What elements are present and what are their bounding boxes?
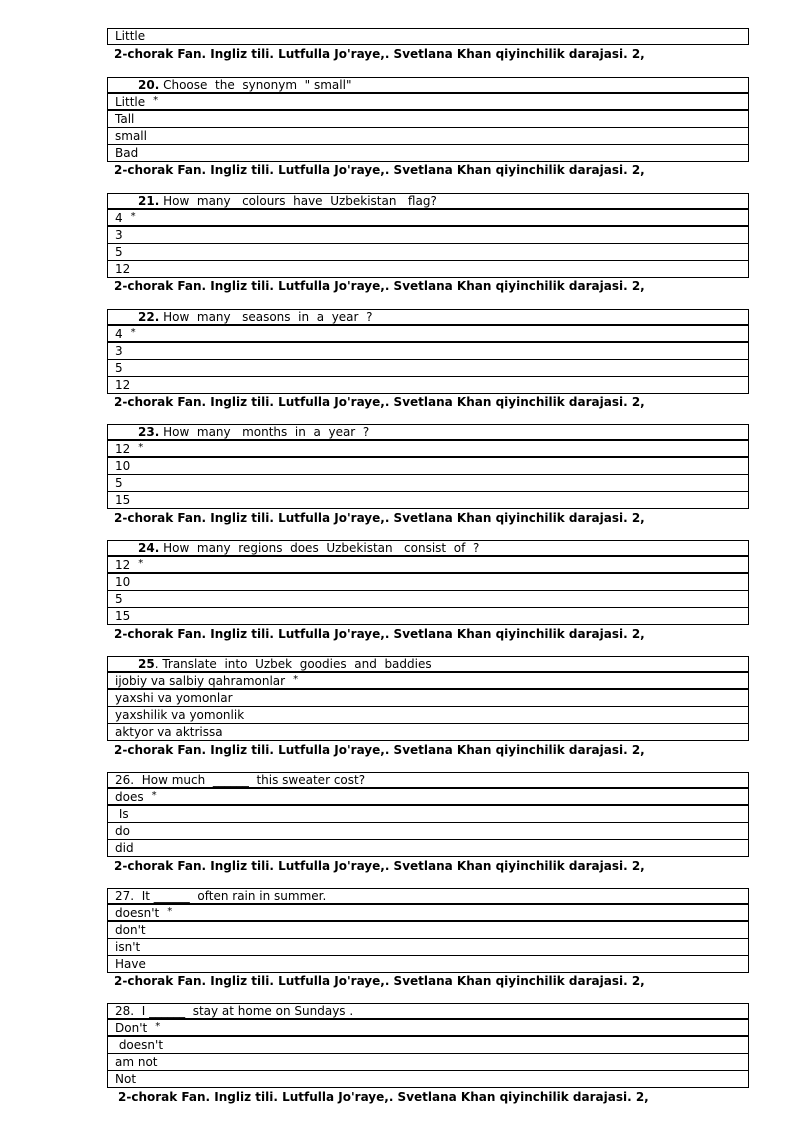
option-row bbox=[108, 922, 748, 939]
question-number: 22. bbox=[138, 310, 160, 324]
question-meta-line: 2-chorak Fan. Ingliz tili. Lutfulla Jo'raye,. Svetlana Khan qiyinchilik darajasi. 2, bbox=[114, 743, 645, 757]
question-28-text bbox=[108, 1004, 748, 1020]
option-text: isn't bbox=[115, 940, 141, 954]
option-text: yaxshi va yomonlar bbox=[115, 691, 233, 705]
option-text: 10 bbox=[115, 575, 131, 589]
option-text: 5 bbox=[115, 476, 123, 490]
question-number: 21. bbox=[138, 194, 160, 208]
option-text: 3 bbox=[115, 228, 123, 242]
question-23-text bbox=[108, 425, 748, 441]
option-text: 5 bbox=[115, 592, 123, 606]
question-21-table bbox=[107, 193, 749, 278]
option-row-correct bbox=[108, 94, 748, 111]
option-row bbox=[108, 343, 748, 360]
option-row-correct bbox=[108, 673, 748, 690]
question-meta-line: 2-chorak Fan. Ingliz tili. Lutfulla Jo'raye,. Svetlana Khan qiyinchilik darajasi. 2, bbox=[118, 1090, 649, 1104]
option-row bbox=[108, 591, 748, 608]
option-row bbox=[108, 806, 748, 823]
question-27-text bbox=[108, 889, 748, 905]
option-text: Have bbox=[115, 957, 146, 971]
question-text: . Translate into Uzbek goodies and baddies bbox=[154, 657, 432, 671]
option-text: do bbox=[115, 824, 130, 838]
option-text: 5 bbox=[115, 245, 123, 259]
question-number: 23. bbox=[138, 425, 160, 439]
option-text: am not bbox=[115, 1055, 158, 1069]
question-28-table bbox=[107, 1003, 749, 1088]
option-row-correct bbox=[108, 326, 748, 343]
question-meta-line: 2-chorak Fan. Ingliz tili. Lutfulla Jo'raye,. Svetlana Khan qiyinchilik darajasi. 2, bbox=[114, 395, 645, 409]
option-text: aktyor va aktrissa bbox=[115, 725, 223, 739]
question-text: How many regions does Uzbekistan consist of ? bbox=[159, 541, 480, 555]
option-row bbox=[108, 1037, 748, 1054]
option-row bbox=[108, 377, 748, 394]
option-row bbox=[108, 492, 748, 509]
option-row bbox=[108, 261, 748, 278]
option-row bbox=[108, 956, 748, 973]
option-row bbox=[108, 707, 748, 724]
option-text: 4 bbox=[115, 211, 123, 225]
option-row bbox=[108, 458, 748, 475]
correct-answer-marker: * bbox=[138, 442, 144, 453]
option-text: Don't bbox=[115, 1021, 148, 1035]
question-meta-line: 2-chorak Fan. Ingliz tili. Lutfulla Jo'raye,. Svetlana Khan qiyinchilik darajasi. 2, bbox=[114, 511, 645, 525]
option-row bbox=[108, 608, 748, 625]
question-meta-line: 2-chorak Fan. Ingliz tili. Lutfulla Jo'raye,. Svetlana Khan qiyinchilik darajasi. 2, bbox=[114, 279, 645, 293]
option-row bbox=[108, 690, 748, 707]
option-text: 12 bbox=[115, 378, 131, 392]
option-row bbox=[108, 724, 748, 741]
option-text: 15 bbox=[115, 493, 131, 507]
question-text: 28. I ______ stay at home on Sundays . bbox=[115, 1004, 354, 1018]
question-text: How many colours have Uzbekistan flag? bbox=[159, 194, 437, 208]
option-text: Not bbox=[115, 1072, 137, 1086]
option-row bbox=[108, 1071, 748, 1088]
option-row bbox=[108, 244, 748, 261]
option-row bbox=[108, 939, 748, 956]
question-25-table bbox=[107, 656, 749, 741]
correct-answer-marker: * bbox=[151, 790, 157, 801]
question-22-text bbox=[108, 310, 748, 326]
option-text: 12 bbox=[115, 442, 131, 456]
option-row bbox=[108, 840, 748, 857]
option-text: Little bbox=[115, 95, 146, 109]
option-text: does bbox=[115, 790, 144, 804]
option-text: 4 bbox=[115, 327, 123, 341]
option-text: Is bbox=[115, 807, 129, 821]
question-meta-line: 2-chorak Fan. Ingliz tili. Lutfulla Jo'raye,. Svetlana Khan qiyinchilik darajasi. 2, bbox=[114, 163, 645, 177]
question-20-text bbox=[108, 78, 748, 94]
question-21-text bbox=[108, 194, 748, 210]
option-row bbox=[108, 111, 748, 128]
option-text: small bbox=[115, 129, 147, 143]
question-meta-line: 2-chorak Fan. Ingliz tili. Lutfulla Jo'raye,. Svetlana Khan qiyinchilik darajasi. 2, bbox=[114, 47, 645, 61]
option-text: Bad bbox=[115, 146, 139, 160]
option-row bbox=[108, 145, 748, 162]
option-text: Tall bbox=[115, 112, 135, 126]
question-text: How many months in a year ? bbox=[159, 425, 370, 439]
correct-answer-marker: * bbox=[167, 906, 173, 917]
option-row-correct bbox=[108, 210, 748, 227]
option-text: 5 bbox=[115, 361, 123, 375]
question-23-table bbox=[107, 424, 749, 509]
option-row bbox=[108, 227, 748, 244]
correct-answer-marker: * bbox=[155, 1021, 161, 1032]
option-text: yaxshilik va yomonlik bbox=[115, 708, 245, 722]
option-text: doesn't bbox=[115, 1038, 164, 1052]
question-text: How many seasons in a year ? bbox=[159, 310, 373, 324]
option-row-correct bbox=[108, 789, 748, 806]
question-22-table bbox=[107, 309, 749, 394]
option-row-correct bbox=[108, 905, 748, 922]
option-row-correct bbox=[108, 1020, 748, 1037]
question-meta-line: 2-chorak Fan. Ingliz tili. Lutfulla Jo'raye,. Svetlana Khan qiyinchilik darajasi. 2, bbox=[114, 859, 645, 873]
question-25-text bbox=[108, 657, 748, 673]
option-row bbox=[108, 128, 748, 145]
option-text: 10 bbox=[115, 459, 131, 473]
option-text: 12 bbox=[115, 558, 131, 572]
option-text: ijobiy va salbiy qahramonlar bbox=[115, 674, 286, 688]
option-text: 3 bbox=[115, 344, 123, 358]
question-text: Choose the synonym " small" bbox=[159, 78, 352, 92]
correct-answer-marker: * bbox=[130, 327, 136, 338]
option-text: don't bbox=[115, 923, 146, 937]
correct-answer-marker: * bbox=[153, 95, 159, 106]
question-26-table bbox=[107, 772, 749, 857]
correct-answer-marker: * bbox=[130, 211, 136, 222]
option-text: 12 bbox=[115, 262, 131, 276]
question-text: 26. How much ______ this sweater cost? bbox=[115, 773, 366, 787]
question-20-table bbox=[107, 77, 749, 162]
question-24-table bbox=[107, 540, 749, 625]
question-26-text bbox=[108, 773, 748, 789]
question-text: 27. It ______ often rain in summer. bbox=[115, 889, 327, 903]
correct-answer-marker: * bbox=[138, 558, 144, 569]
question-number: 24. bbox=[138, 541, 160, 555]
option-row-correct bbox=[108, 441, 748, 458]
correct-answer-marker: * bbox=[293, 674, 299, 685]
question-number: 20. bbox=[138, 78, 160, 92]
option-text: 15 bbox=[115, 609, 131, 623]
question-27-table bbox=[107, 888, 749, 973]
fragment-option-text: Little bbox=[115, 29, 146, 43]
question-meta-line: 2-chorak Fan. Ingliz tili. Lutfulla Jo'raye,. Svetlana Khan qiyinchilik darajasi. 2, bbox=[114, 627, 645, 641]
option-text: doesn't bbox=[115, 906, 160, 920]
option-row-correct bbox=[108, 557, 748, 574]
option-row bbox=[108, 823, 748, 840]
option-row bbox=[108, 475, 748, 492]
option-text: did bbox=[115, 841, 134, 855]
option-row bbox=[108, 574, 748, 591]
option-row bbox=[108, 1054, 748, 1071]
option-row bbox=[108, 360, 748, 377]
question-meta-line: 2-chorak Fan. Ingliz tili. Lutfulla Jo'raye,. Svetlana Khan qiyinchilik darajasi. 2, bbox=[114, 974, 645, 988]
question-number: 25 bbox=[138, 657, 155, 671]
question-24-text bbox=[108, 541, 748, 557]
previous-question-fragment bbox=[107, 28, 749, 45]
